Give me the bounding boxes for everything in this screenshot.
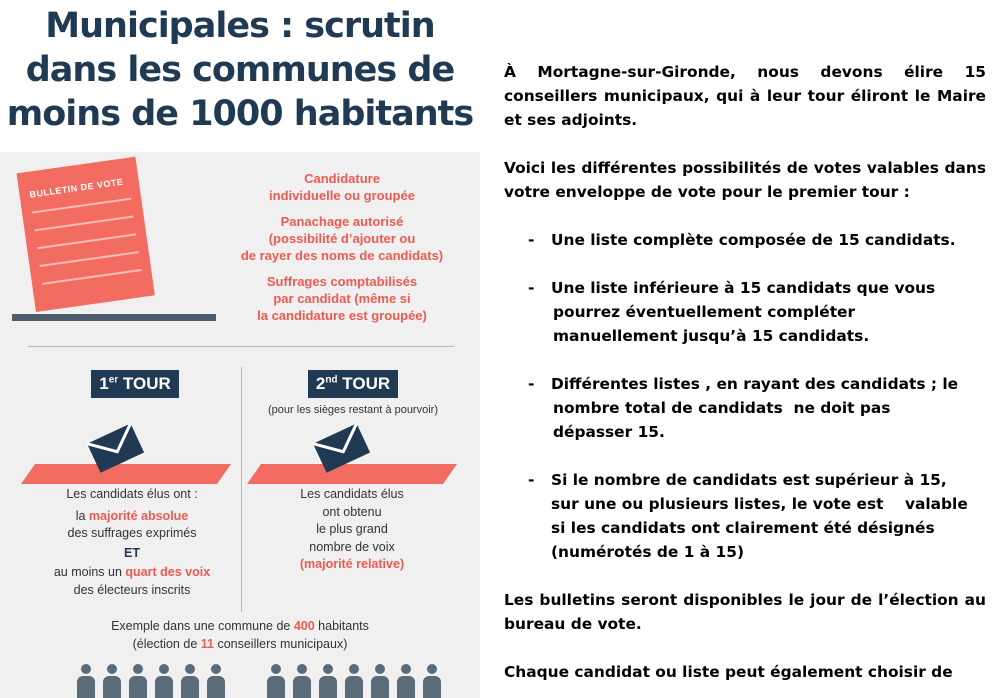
tour-number: 2 — [315, 374, 326, 393]
tour-label: TOUR — [118, 374, 171, 393]
highlight-quart-des-voix: quart des voix — [125, 565, 211, 579]
bullet-dash: - — [528, 279, 535, 297]
people-group-tour1 — [76, 664, 226, 698]
highlight-majorite-absolue: majorité absolue — [88, 508, 189, 523]
ballot-line — [42, 269, 141, 285]
tour-suffix: nd — [325, 374, 338, 386]
bullet-line: Si le nombre de candidats est supérieur à 15, — [551, 471, 947, 489]
ballot-line — [32, 198, 131, 214]
person-icon — [344, 664, 364, 698]
tour2-note: (pour les sièges restant à pourvoir) — [268, 404, 438, 416]
infographic — [0, 0, 480, 698]
ballot-line — [40, 251, 139, 267]
person-icon — [180, 664, 200, 698]
bullet-dash: - — [528, 471, 535, 489]
person-icon — [292, 664, 312, 698]
rule-panachage — [222, 213, 462, 264]
desc-line: Les candidats élus — [300, 487, 404, 501]
rule-line: par candidat (même si — [273, 291, 411, 306]
infographic-title — [0, 4, 480, 136]
bullet-line: manuellement jusqu’à 15 candidats. — [553, 327, 870, 345]
example-councillors: 11 — [200, 636, 214, 651]
envelope-icon — [312, 424, 372, 474]
rule-line: Panachage autorisé — [280, 214, 404, 229]
tour2-badge — [308, 370, 398, 398]
bullet-line: dépasser 15. — [553, 423, 665, 441]
desc-line: ont obtenu — [322, 504, 382, 519]
closing-paragraph: Chaque candidat ou liste peut également choisir de — [504, 663, 953, 681]
person-icon — [102, 664, 122, 698]
example-line-1 — [20, 618, 460, 636]
person-icon — [370, 664, 390, 698]
desc-line: des électeurs inscrits — [73, 582, 191, 597]
desc-line — [22, 564, 242, 582]
person-icon — [206, 664, 226, 698]
ballot-box-illustration — [16, 172, 216, 322]
bullet-line: si les candidats ont clairement été désignés — [551, 519, 935, 537]
tour2-envelope-illustration — [244, 424, 454, 494]
vote-option-1 — [504, 228, 986, 252]
people-group-tour2 — [266, 664, 442, 698]
bullet-line: Une liste inférieure à 15 candidats que vous — [551, 279, 936, 297]
infographic-panel — [0, 152, 480, 698]
example-text: habitants — [314, 619, 369, 633]
ballots-availability-paragraph: Les bulletins seront disponibles le jour de l’élection au bureau de vote. — [504, 591, 986, 633]
title-line-3: moins de 1000 habitants — [6, 94, 474, 134]
tour2-description — [242, 486, 462, 574]
bullet-dash: - — [528, 231, 535, 249]
person-icon — [318, 664, 338, 698]
person-icon — [76, 664, 96, 698]
rules-list — [222, 170, 462, 333]
desc-line: nombre de voix — [309, 539, 395, 554]
desc-line — [242, 556, 462, 574]
example-text: conseillers municipaux) — [213, 636, 348, 651]
tour1-envelope-illustration — [18, 424, 228, 494]
divider — [28, 346, 454, 347]
envelope-icon — [86, 424, 146, 474]
desc-text: la — [75, 508, 89, 523]
rule-line: individuelle ou groupée — [269, 188, 415, 203]
title-line-1: Municipales : scrutin — [45, 6, 435, 46]
example-text: Exemple dans une commune de — [111, 619, 294, 633]
person-icon — [422, 664, 442, 698]
rule-line: (possibilité d’ajouter ou — [268, 231, 416, 246]
tour-suffix: er — [108, 374, 119, 386]
desc-paren: ( — [299, 557, 305, 571]
ballot-paper-icon — [17, 157, 155, 312]
tour-label: TOUR — [337, 374, 391, 393]
rule-line: la candidature est groupée) — [257, 308, 427, 323]
person-icon — [396, 664, 416, 698]
rule-candidature — [222, 170, 462, 204]
bullet-line: sur une ou plusieurs listes, le vote est valable — [551, 495, 968, 513]
example-note — [20, 618, 460, 653]
bullet-line: Différentes listes , en rayant des candidats ; le — [551, 375, 959, 393]
tour1-badge — [91, 370, 179, 398]
rule-line: Suffrages comptabilisés — [266, 274, 418, 289]
person-icon — [128, 664, 148, 698]
ballot-line — [37, 233, 136, 249]
bullet-line: nombre total de candidats ne doit pas — [553, 399, 891, 417]
rule-line: de rayer des noms de candidats) — [240, 248, 444, 263]
desc-line: des suffrages exprimés — [67, 526, 197, 540]
tour2-header — [248, 370, 458, 416]
person-icon — [266, 664, 286, 698]
desc-line: le plus grand — [316, 522, 388, 536]
ballot-line — [34, 215, 133, 231]
desc-line — [22, 508, 242, 526]
desc-paren: ) — [399, 557, 405, 571]
announcement-text — [504, 60, 986, 684]
tour1-description — [22, 486, 242, 599]
bullet-line: Une liste complète composée de 15 candidats. — [551, 231, 956, 249]
bullet-dash: - — [528, 375, 535, 393]
vote-option-4 — [504, 468, 986, 564]
person-icon — [154, 664, 174, 698]
ballot-slot — [12, 314, 216, 321]
rule-suffrages — [222, 273, 462, 324]
title-line-2: dans les communes de — [25, 50, 455, 90]
bullet-line: pourrez éventuellement compléter — [553, 303, 856, 321]
rule-line: Candidature — [304, 171, 380, 186]
tour-number: 1 — [99, 374, 109, 393]
example-inhabitants: 400 — [293, 619, 315, 633]
desc-line: Les candidats élus ont : — [66, 487, 198, 501]
desc-text: au moins un — [53, 565, 126, 579]
vote-option-2 — [504, 276, 986, 348]
example-text: (élection de — [132, 636, 201, 651]
ballot-label: BULLETIN DE VOTE — [28, 176, 124, 200]
desc-and: ET — [124, 545, 140, 560]
intro-paragraph: À Mortagne-sur-Gironde, nous devons élire 15 conseillers municipaux, qui à leur tour éliront le Maire et ses adjoints. — [504, 63, 986, 129]
options-intro-paragraph: Voici les différentes possibilités de votes valables dans votre enveloppe de vote pour le premier tour : — [504, 159, 986, 201]
vote-option-3 — [504, 372, 986, 444]
example-line-2 — [20, 636, 460, 654]
highlight-majorite-relative: majorité relative — [304, 557, 400, 571]
tour1-header — [30, 370, 240, 398]
bullet-line: (numérotés de 1 à 15) — [551, 543, 744, 561]
